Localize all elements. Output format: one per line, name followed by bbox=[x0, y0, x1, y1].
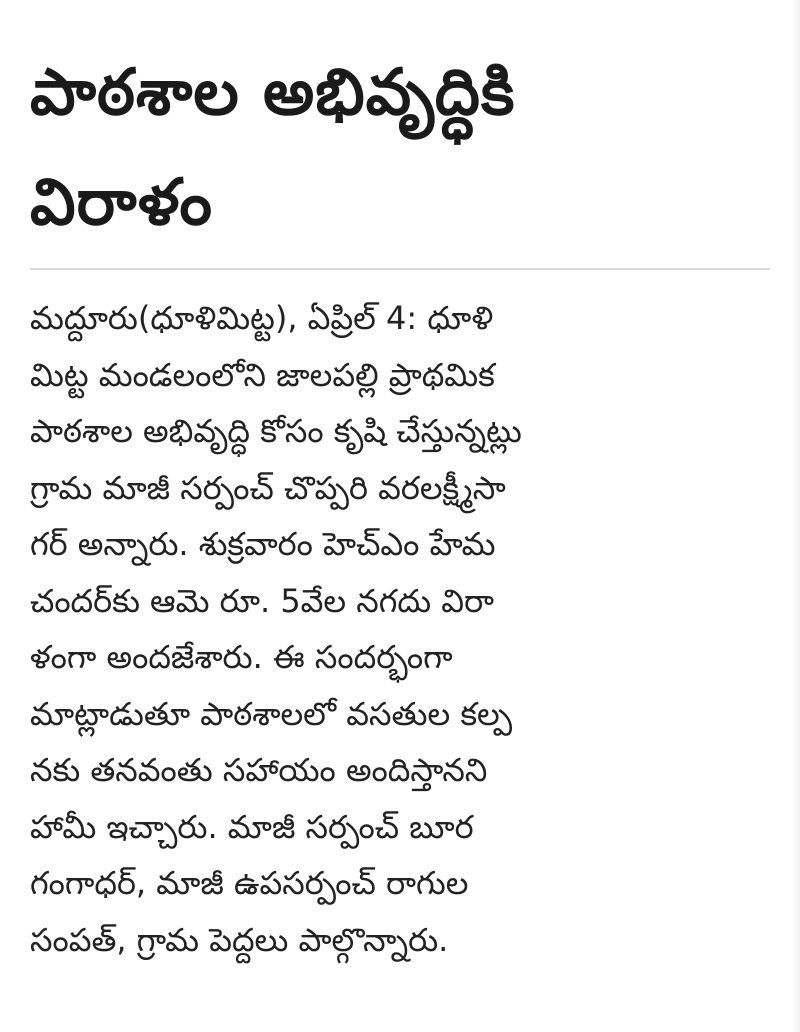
headline bbox=[30, 38, 770, 258]
body-line: గర్ అన్నారు. శుక్రవారం హెచ్‌ఎం హేమ bbox=[30, 525, 496, 563]
body-line: హామీ ఇచ్చారు. మాజీ సర్పంచ్ బూర bbox=[30, 807, 474, 846]
article-body bbox=[30, 290, 690, 968]
body-line: ళంగా అందజేశారు. ఈ సందర్భంగా bbox=[30, 638, 453, 676]
page-edge bbox=[792, 0, 800, 1032]
body-line: చందర్‌కు ఆమె రూ. 5వేల నగదు విరా bbox=[30, 581, 494, 620]
body-line: సంపత్, గ్రామ పెద్దలు పాల్గొన్నారు. bbox=[30, 920, 449, 959]
headline-line: విరాళం bbox=[30, 166, 213, 240]
body-line: పాఠశాల అభివృద్ధి కోసం కృషి చేస్తున్నట్లు bbox=[30, 412, 522, 450]
body-line: నకు తనవంతు సహాయం అందిస్తానని bbox=[30, 751, 488, 789]
body-line: మద్దూరు(ధూళిమిట్ట), ఏప్రిల్ 4: ధూళి bbox=[30, 299, 494, 337]
body-line: గంగాధర్, మాజీ ఉపసర్పంచ్ రాగుల bbox=[30, 864, 469, 902]
headline-line: పాఠశాల అభివృద్ధికి bbox=[30, 56, 516, 130]
body-line: మిట్ట మండలంలోని జాలపల్లి ప్రాథమిక bbox=[30, 355, 495, 394]
body-line: గ్రామ మాజీ సర్పంచ్ చొప్పరి వరలక్ష్మీసా bbox=[30, 468, 506, 507]
body-line: మాట్లాడుతూ పాఠశాలలో వసతుల కల్ప bbox=[30, 694, 513, 733]
divider bbox=[30, 268, 770, 270]
